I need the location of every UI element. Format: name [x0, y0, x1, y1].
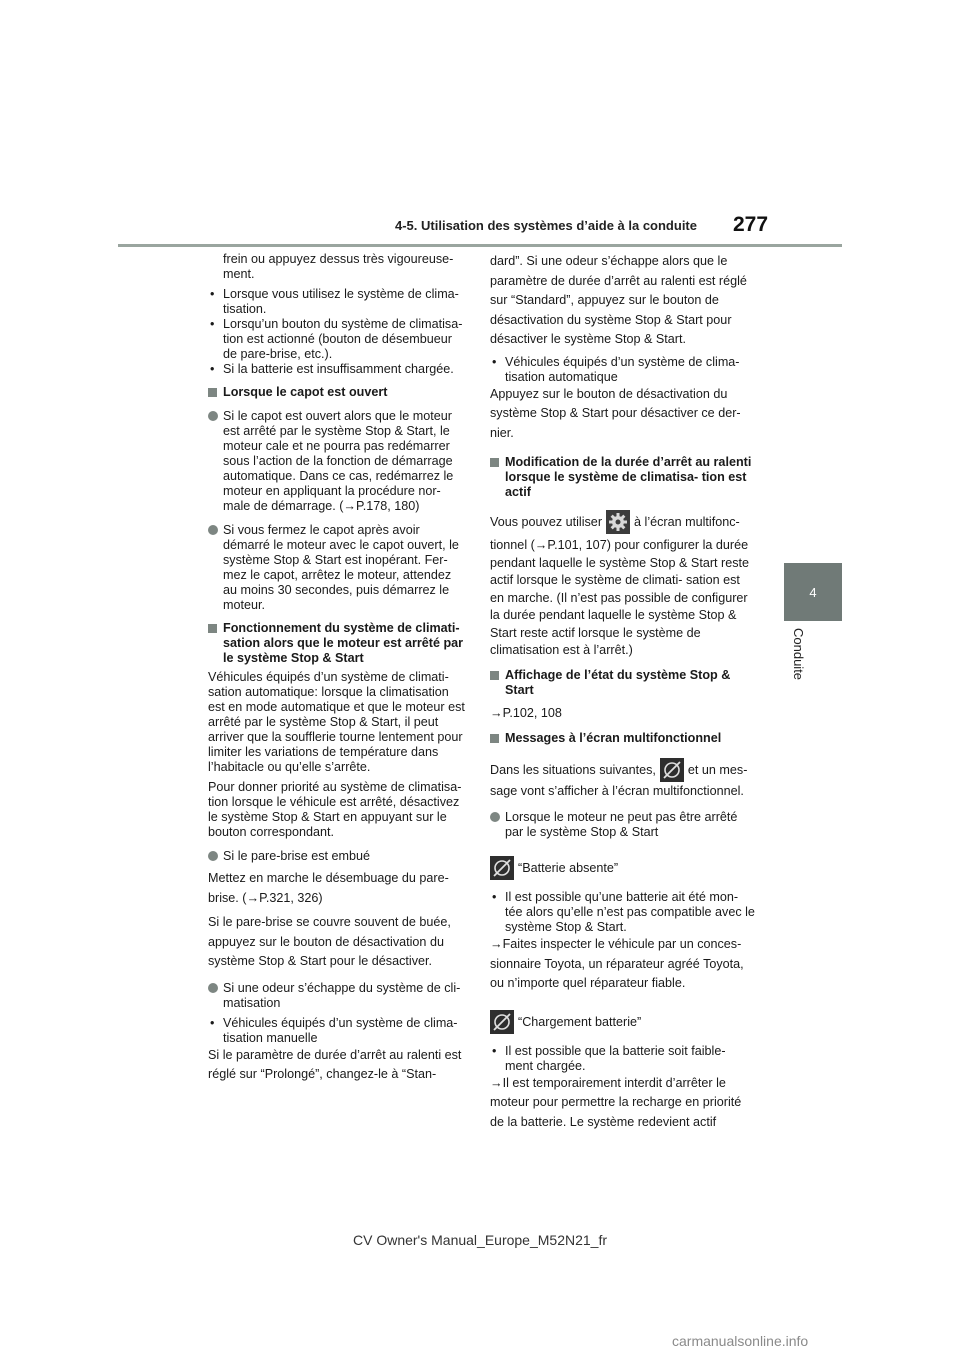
right-column — [490, 252, 755, 1132]
circle-bullet-icon — [208, 851, 218, 861]
inline-text: Vous pouvez utiliser — [490, 515, 603, 529]
paragraph: tionnel (→P.101, 107) pour configurer la durée pendant laquelle le système Stop & Start reste actif lorsque le système de climati- sation est en marche. (Il n’est pas possible de configurer la durée pendant laquelle le système Stop & Start reste actif lorsque le système de climatisation est à l’arrêt.) — [490, 538, 750, 657]
paragraph: Véhicules équipés d’un système de climati- sation automatique: lorsque la climatisation est en mode automatique et que le moteur est arrêté par le système Stop & Start, il peut arriver que la soufflerie tourne lentement pour limiter les variations de température dans l’habitacle ou qu’elle s’arrête. — [208, 670, 465, 774]
circle-bullet-icon — [490, 812, 500, 822]
list-item — [208, 409, 466, 514]
heading-modif — [490, 455, 755, 500]
circle-bullet-icon — [208, 411, 218, 421]
header-rule — [118, 244, 842, 247]
message-batterie-absente — [490, 856, 755, 880]
circle-bullet-icon — [208, 983, 218, 993]
list-item: • Lorsqu’un bouton du système de climatisa- tion est actionné (bouton de désembueur de pare-brise, etc.). — [208, 317, 466, 362]
list-item: • Véhicules équipés d’un système de clima- tisation automatique — [490, 355, 755, 385]
heading-messages — [490, 731, 755, 746]
stop-start-off-icon — [490, 1010, 514, 1034]
paragraph: Si le paramètre de durée d’arrêt au ralenti est réglé sur “Prolongé”, changez-le à “Stan- — [208, 1047, 462, 1081]
paragraph: Appuyez sur le bouton de désactivation du système Stop & Start pour désactiver ce der- nier. — [490, 386, 741, 440]
list-item: • Si la batterie est insuffisamment chargée. — [208, 362, 466, 377]
square-bullet-icon — [490, 458, 499, 467]
paragraph: →Il est temporairement interdit d’arrêter le moteur pour permettre la recharge en priorité de la batterie. Le système redevient actif — [490, 1075, 742, 1129]
paragraph — [490, 510, 755, 534]
heading-text: Messages à l’écran multifonctionnel — [505, 730, 722, 745]
list-item: • Véhicules équipés d’un système de clima- tisation manuelle — [208, 1016, 466, 1046]
circle-bullet-icon — [208, 525, 218, 535]
heading-text: Lorsque le capot est ouvert — [223, 385, 388, 399]
footer-text: CV Owner's Manual_Europe_M52N21_fr — [352, 1232, 608, 1248]
message-label: “Chargement batterie” — [518, 1014, 642, 1029]
item-text: Si le pare-brise est embué — [223, 849, 370, 863]
inline-text: Dans les situations suivantes, — [490, 762, 656, 777]
square-bullet-icon — [208, 388, 217, 397]
list-item: • Lorsque vous utilisez le système de clima- tisation. — [208, 287, 466, 317]
settings-gear-icon — [606, 510, 630, 534]
continuation-line: ment. — [223, 267, 255, 281]
left-column — [208, 252, 466, 1085]
chapter-label: Conduite — [791, 628, 806, 681]
paragraph: sage vont s’afficher à l’écran multifonctionnel. — [490, 783, 744, 798]
square-bullet-icon — [490, 734, 499, 743]
paragraph — [490, 758, 755, 782]
paragraph: Si le pare-brise se couvre souvent de buée, appuyez sur le bouton de désactivation du système Stop & Start pour le désactiver. — [208, 915, 451, 968]
heading-text: Modification de la durée d’arrêt au ralenti lorsque le système de climatisa- tion est actif — [505, 455, 752, 499]
heading-affichage — [490, 668, 755, 698]
inline-text: et un mes- — [687, 762, 748, 777]
inline-text: à l’écran multifonc- — [634, 515, 740, 529]
paragraph: Pour donner priorité au système de climatisa- tion lorsque le véhicule est arrêté, désactivez le système Stop & Start en appuyant sur le bouton correspondant. — [208, 780, 462, 839]
continuation-line: frein ou appuyez dessus très vigoureuse- — [223, 252, 454, 266]
page-reference: →P.102, 108 — [490, 705, 562, 720]
item-text: Si vous fermez le capot après avoir démarré le moteur avec le capot ouvert, le système Stop & Start est inopérant. Fer- mez le capot, arrêtez le moteur, attendez au moins 30 secondes, puis démarrez le moteur. — [223, 523, 459, 612]
message-label: “Batterie absente” — [518, 861, 619, 875]
list-item: • Il est possible que la batterie soit faible- ment chargée. — [490, 1044, 755, 1074]
stop-start-off-icon — [660, 758, 684, 782]
chapter-tab: 4 — [784, 563, 842, 621]
heading-clim — [208, 621, 466, 666]
list-item — [208, 849, 466, 864]
list-item: • Il est possible qu’une batterie ait été mon- tée alors qu’elle n’est pas compatible avec le système Stop & Start. — [490, 890, 755, 935]
item-text: Lorsque le moteur ne peut pas être arrêté par le système Stop & Start — [505, 810, 738, 839]
paragraph: →Faites inspecter le véhicule par un conces- sionnaire Toyota, un réparateur agréé Toyota, ou n’importe quel réparateur fiable. — [490, 937, 744, 990]
list-item — [208, 523, 466, 613]
list-item — [208, 981, 466, 1011]
square-bullet-icon — [490, 671, 499, 680]
paragraph: dard”. Si une odeur s’échappe alors que le paramètre de durée d’arrêt au ralenti est réglé sur “Standard”, appuyez sur le bouton de désactivation du système Stop & Start pour désactiver le système Stop & Start. — [490, 254, 747, 346]
square-bullet-icon — [208, 624, 217, 633]
item-text: Si une odeur s’échappe du système de cli- matisation — [223, 980, 461, 1010]
heading-capot — [208, 385, 466, 400]
message-chargement-batterie — [490, 1010, 755, 1034]
paragraph: Mettez en marche le désembuage du pare- brise. (→P.321, 326) — [208, 871, 449, 905]
stop-start-off-icon — [490, 856, 514, 880]
heading-text: Fonctionnement du système de climati- sation alors que le moteur est arrêté par le système Stop & Start — [223, 621, 464, 665]
item-text: Si le capot est ouvert alors que le moteur est arrêté par le système Stop & Start, le moteur cale et ne pourra pas redémarrer sous l’action de la fonction de démarrage automatique. Dans ce cas, redémarrez le moteur en appliquant la procédure nor- male de démarrage. (→P.178, 180) — [223, 409, 454, 513]
watermark-text: carmanualsonline.info — [672, 1333, 809, 1349]
list-item — [490, 810, 755, 840]
section-title: 4-5. Utilisation des systèmes d’aide à la conduite — [395, 218, 697, 233]
heading-text: Affichage de l’état du système Stop & Start — [505, 667, 731, 697]
page-number: 277 — [733, 213, 769, 236]
